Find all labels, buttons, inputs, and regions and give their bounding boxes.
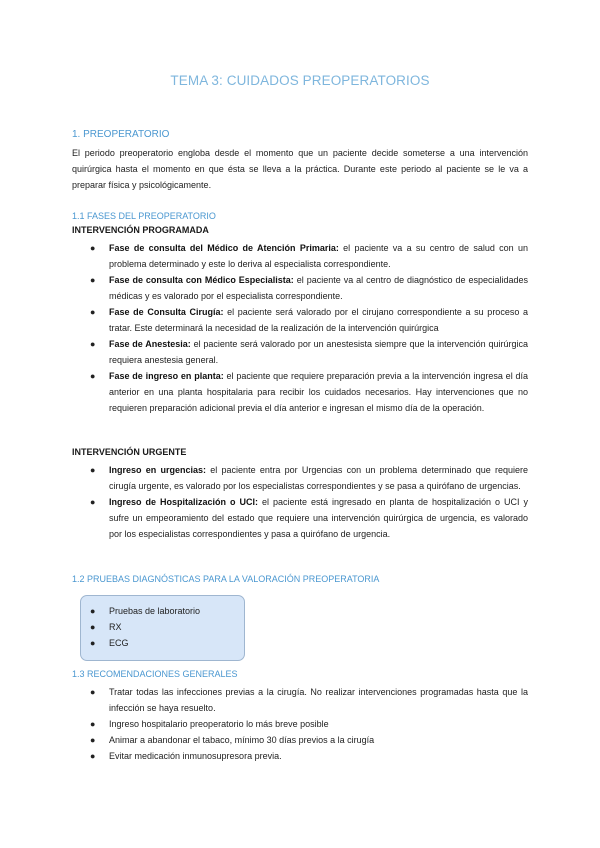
list-item bbox=[72, 494, 528, 542]
list-item bbox=[72, 368, 528, 416]
item-label: Fase de Consulta Cirugía: bbox=[109, 307, 224, 317]
bullet-icon: ● bbox=[90, 638, 96, 648]
bullet-icon: ● bbox=[90, 243, 96, 253]
bullet-icon: ● bbox=[90, 735, 96, 745]
list-item bbox=[72, 716, 528, 732]
bullet-icon: ● bbox=[90, 751, 96, 761]
heading-intervencion-programada: INTERVENCIÓN PROGRAMADA bbox=[72, 225, 209, 235]
item-label: Fase de consulta del Médico de Atención Primaria: bbox=[109, 243, 339, 253]
item-text: el paciente va a su centro de salud con un problema determinado y este lo deriva al especialista correspondiente. bbox=[109, 243, 528, 269]
list-item bbox=[72, 304, 528, 336]
intro-paragraph: El periodo preoperatorio engloba desde el momento que un paciente decide someterse a una intervención quirúrgica hasta el momento en que ésta se lleva a la práctica. Durante este periodo al paciente se le va a preparar física y psicológicamente. bbox=[72, 148, 528, 190]
bullet-icon: ● bbox=[90, 339, 96, 349]
subsection-heading-pruebas: 1.2 PRUEBAS DIAGNÓSTICAS PARA LA VALORACIÓN PREOPERATORIA bbox=[72, 574, 380, 584]
item-text: el paciente será valorado por un anestesista siempre que la intervención quirúrgica requiera anestesia general. bbox=[109, 339, 529, 365]
subsection-heading-recomendaciones: 1.3 RECOMENDACIONES GENERALES bbox=[72, 669, 238, 679]
item-text: el paciente está ingresado en planta de hospitalización o UCI y sufre un empeoramiento del estado que requiere una intervención quirúrgica de urgencia, es valorado por los especialistas correspondientes y pasa a quirófano de urgencia. bbox=[109, 497, 528, 539]
section-heading-preoperatorio: 1. PREOPERATORIO bbox=[72, 129, 170, 140]
pruebas-list bbox=[72, 603, 242, 651]
list-item bbox=[72, 732, 528, 748]
list-item bbox=[72, 619, 242, 635]
bullet-icon: ● bbox=[90, 371, 96, 381]
list-item bbox=[72, 748, 528, 764]
item-label: Ingreso de Hospitalización o UCI: bbox=[109, 497, 258, 507]
list-item bbox=[72, 684, 528, 716]
bullet-icon: ● bbox=[90, 622, 96, 632]
bullet-icon: ● bbox=[90, 465, 96, 475]
bullet-icon: ● bbox=[90, 275, 96, 285]
list-item bbox=[72, 462, 528, 494]
bullet-icon: ● bbox=[90, 719, 96, 729]
item-text: Tratar todas las infecciones previas a la cirugía. No realizar intervenciones programadas hasta que la infección se haya resuelto. bbox=[109, 687, 528, 713]
item-text: Evitar medicación inmunosupresora previa. bbox=[109, 751, 282, 761]
subsection-heading-fases: 1.1 FASES DEL PREOPERATORIO bbox=[72, 211, 216, 221]
bullet-icon: ● bbox=[90, 606, 96, 616]
item-text: Pruebas de laboratorio bbox=[109, 606, 201, 616]
item-label: Fase de ingreso en planta: bbox=[109, 371, 224, 381]
heading-intervencion-urgente: INTERVENCIÓN URGENTE bbox=[72, 447, 187, 457]
item-text: Animar a abandonar el tabaco, mínimo 30 días previos a la cirugía bbox=[109, 735, 375, 745]
item-text: el paciente que requiere preparación previa a la intervención ingresa el día anterior en una planta hospitalaria para recibir los cuidados necesarios. Hay intervenciones que no requieren preparación adicional previa el día anterior e ingresan el mismo día de la operación. bbox=[109, 371, 528, 413]
item-text: ECG bbox=[109, 638, 129, 648]
item-text: el paciente será valorado por el cirujano correspondiente a su proceso a tratar. Este determinará la necesidad de la realización de la intervención quirúrgica bbox=[109, 307, 528, 333]
bullet-icon: ● bbox=[90, 497, 96, 507]
list-item bbox=[72, 635, 242, 651]
document-title: TEMA 3: CUIDADOS PREOPERATORIOS bbox=[170, 73, 430, 88]
list-item bbox=[72, 336, 528, 368]
recomendaciones-list bbox=[72, 684, 528, 764]
item-text: RX bbox=[109, 622, 122, 632]
list-item bbox=[72, 272, 528, 304]
list-item bbox=[72, 603, 242, 619]
programada-list bbox=[72, 240, 528, 416]
item-text: el paciente va al centro de diagnóstico de especialidades médicas y es valorado por el especialista correspondiente. bbox=[109, 275, 529, 301]
item-label: Ingreso en urgencias: bbox=[109, 465, 207, 475]
bullet-icon: ● bbox=[90, 307, 96, 317]
item-label: Fase de consulta con Médico Especialista: bbox=[109, 275, 294, 285]
item-text: el paciente entra por Urgencias con un problema determinado que requiere cirugía urgente, es valorado por los especialistas correspondientes y se pasa a quirófano de urgencias. bbox=[109, 465, 528, 491]
urgente-list bbox=[72, 462, 528, 542]
list-item bbox=[72, 240, 528, 272]
bullet-icon: ● bbox=[90, 687, 96, 697]
item-label: Fase de Anestesia: bbox=[109, 339, 191, 349]
item-text: Ingreso hospitalario preoperatorio lo más breve posible bbox=[109, 719, 329, 729]
